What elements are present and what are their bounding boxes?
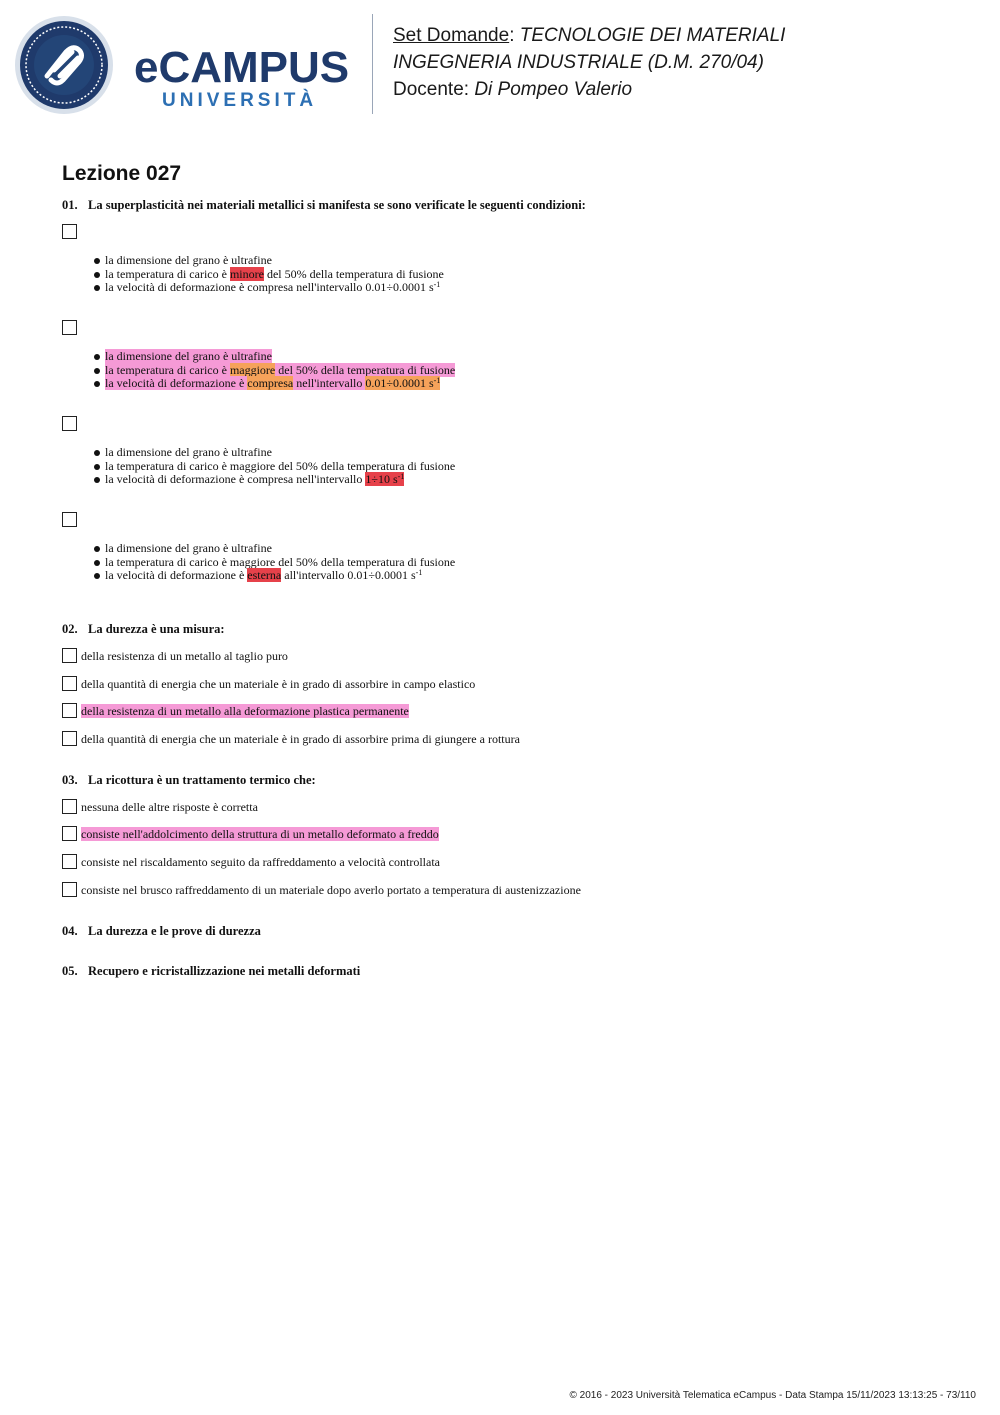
option-3-list (92, 446, 455, 487)
question-text: La durezza è una misura: (88, 622, 225, 636)
list-item: la dimensione del grano è ultrafine (92, 350, 455, 364)
set-label: Set Domande (393, 25, 510, 46)
answer-checkbox[interactable] (62, 224, 77, 239)
answer-checkbox[interactable] (62, 882, 77, 897)
answer-option[interactable]: consiste nel riscaldamento seguito da raffreddamento a velocità controllata (62, 854, 440, 868)
lesson-title: Lezione 027 (62, 162, 182, 185)
answer-option[interactable]: della resistenza di un metallo al taglio puro (62, 648, 288, 662)
answer-checkbox[interactable] (62, 320, 77, 335)
question-05 (62, 964, 360, 979)
question-text: La ricottura è un trattamento termico che: (88, 773, 316, 787)
answer-checkbox[interactable] (62, 416, 77, 431)
answer-option[interactable]: della quantità di energia che un materiale è in grado di assorbire in campo elastico (62, 676, 475, 690)
answer-checkbox[interactable] (62, 676, 77, 691)
question-number: 04. (62, 924, 78, 938)
question-text: La superplasticità nei materiali metallici si manifesta se sono verificate le seguenti condizioni: (88, 198, 586, 212)
question-text: Recupero e ricristallizzazione nei metalli deformati (88, 964, 361, 978)
list-item: la dimensione del grano è ultrafine (92, 542, 455, 556)
option-1-list (92, 254, 444, 295)
answer-checkbox[interactable] (62, 854, 77, 869)
option-4-list (92, 542, 455, 583)
answer-option[interactable]: nessuna delle altre risposte è corretta (62, 799, 258, 813)
question-number: 02. (62, 622, 78, 636)
answer-option[interactable]: consiste nel brusco raffreddamento di un materiale dopo averlo portato a temperatura di austenizzazione (62, 882, 581, 896)
question-text: La durezza e le prove di durezza (88, 924, 261, 938)
answer-option-highlighted[interactable]: consiste nell'addolcimento della struttura di un metallo deformato a freddo (62, 826, 439, 840)
list-item: la velocità di deformazione è esterna all'intervallo 0.01÷0.0001 $s^{-1}$ (92, 569, 455, 583)
course-name: INGEGNERIA INDUSTRIALE (D.M. 270/04) (393, 52, 764, 73)
answer-checkbox[interactable] (62, 703, 77, 718)
answer-checkbox[interactable] (62, 648, 77, 663)
list-item: la temperatura di carico è maggiore del 50% della temperatura di fusione (92, 364, 455, 378)
list-item: la velocità di deformazione è compresa nell'intervallo 1÷10 $s^{-1}$ (92, 473, 455, 487)
option-2-list (92, 350, 455, 391)
set-value: TECNOLOGIE DEI MATERIALI (519, 25, 786, 46)
question-03 (62, 773, 316, 788)
question-04 (62, 924, 261, 939)
answer-option[interactable]: della quantità di energia che un materiale è in grado di assorbire prima di giungere a rottura (62, 731, 520, 745)
list-item: la velocità di deformazione è compresa nell'intervallo 0.01÷0.0001 $s^{-1}$ (92, 281, 444, 295)
docente-label: Docente: (393, 79, 470, 100)
answer-checkbox[interactable] (62, 826, 77, 841)
list-item: la velocità di deformazione è compresa nell'intervallo 0.01÷0.0001 $s^{-1}$ (92, 377, 455, 391)
ecampus-logo (14, 14, 359, 116)
header-info: Set Domande: TECNOLOGIE DEI MATERIALI INGEGNERIA INDUSTRIALE (D.M. 270/04) Docente: Di Pompeo Valerio (393, 25, 786, 100)
question-number: 03. (62, 773, 78, 787)
ecampus-seal-icon (14, 14, 359, 116)
question-number: 01. (62, 198, 78, 212)
svg-text:eCAMPUS: eCAMPUS (134, 43, 350, 92)
answer-checkbox[interactable] (62, 731, 77, 746)
list-item: la temperatura di carico è maggiore del 50% della temperatura di fusione (92, 556, 455, 570)
list-item: la temperatura di carico è minore del 50% della temperatura di fusione (92, 268, 444, 282)
answer-checkbox[interactable] (62, 799, 77, 814)
list-item: la temperatura di carico è maggiore del 50% della temperatura di fusione (92, 460, 455, 474)
list-item: la dimensione del grano è ultrafine (92, 254, 444, 268)
question-number: 05. (62, 964, 78, 978)
header-divider (372, 14, 373, 114)
svg-text:UNIVERSITÀ: UNIVERSITÀ (162, 90, 318, 111)
question-01 (62, 198, 586, 213)
answer-option-highlighted[interactable]: della resistenza di un metallo alla deformazione plastica permanente (62, 703, 409, 717)
list-item: la dimensione del grano è ultrafine (92, 446, 455, 460)
question-02 (62, 622, 225, 637)
docente-name: Di Pompeo Valerio (474, 79, 633, 100)
page-footer: © 2016 - 2023 Università Telematica eCampus - Data Stampa 15/11/2023 13:13:25 - 73/110 (569, 1390, 976, 1401)
answer-checkbox[interactable] (62, 512, 77, 527)
